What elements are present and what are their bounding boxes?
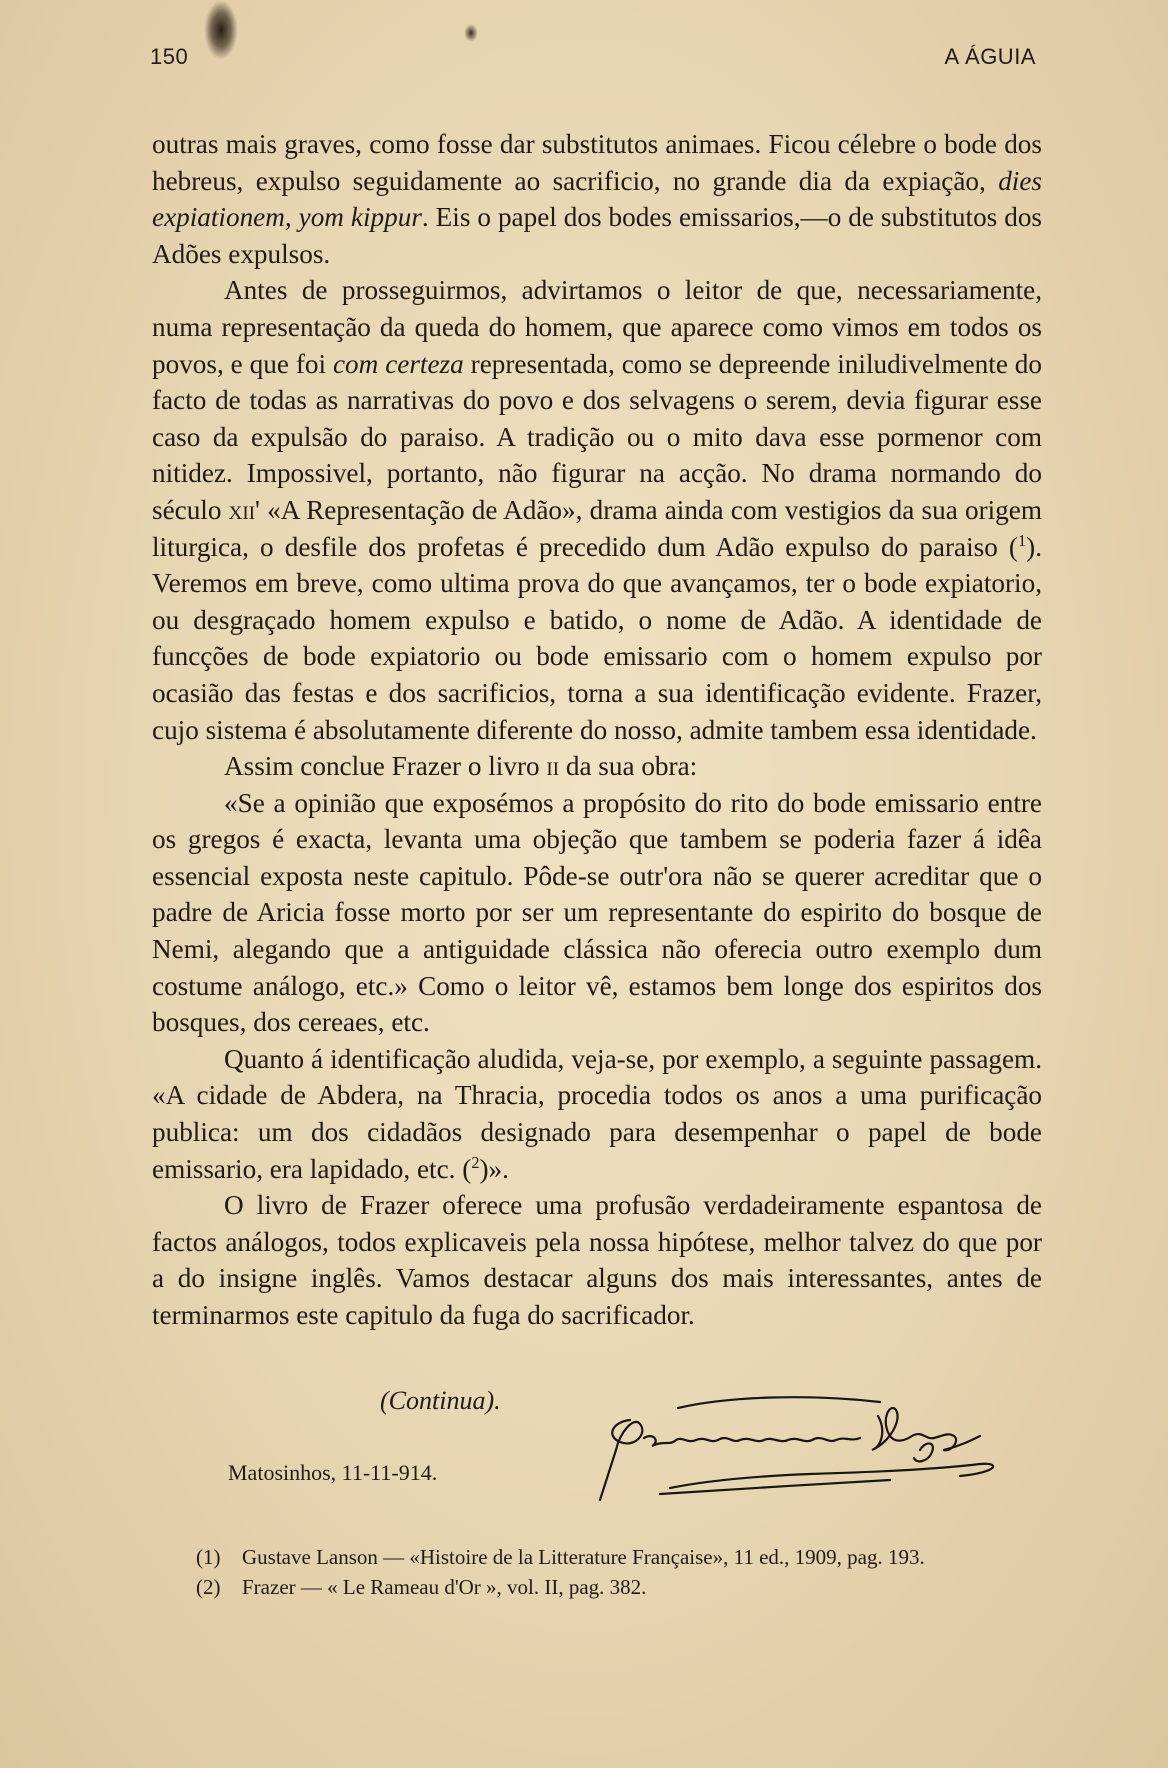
- text-run: ). Veremos em breve, como ultima prova do que avançamos, ter o bode expiatorio, ou desgraçado homem expulso e batido, o nome de Adão. A identidade de funcções de bode expiatorio ou bode emissario com o homem expulso por ocasião das festas e dos sacrificios, torna a sua identificação evidente. Frazer, cujo sistema é absolutamente diferente do nosso, admite tambem essa identidade.: [152, 531, 1042, 745]
- text-run: . Eis o papel dos bodes emissarios,—o de substitutos dos Adões expulsos.: [152, 202, 1042, 269]
- paragraph: [152, 1041, 1042, 1187]
- paragraph: [152, 272, 1042, 748]
- roman-numeral: xii: [228, 494, 256, 525]
- paragraph: [152, 1187, 1042, 1333]
- text-run: )».: [479, 1153, 509, 1184]
- italic-phrase: com certeza: [332, 348, 464, 379]
- footnote-ref: 2: [471, 1152, 480, 1172]
- footnote-1: [196, 1542, 1066, 1572]
- text-run: ' «A Representação de Adão», drama ainda com vestigios da sua origem liturgica, o desfile dos profetas é precedido dum Adão expulso do paraiso (: [152, 494, 1042, 562]
- paragraph: [152, 785, 1042, 1041]
- paragraph: [152, 748, 1042, 785]
- text-run: Quanto á identificação aludida, veja-se, por exemplo, a seguinte passagem. «A cidade de Abdera, na Thracia, procedia todos os anos a uma purificação publica: um dos cidadãos designado para desempenhar o papel de bode emissario, era lapidado, etc. (: [152, 1043, 1042, 1184]
- article-body: [152, 126, 1042, 1334]
- running-header: [150, 44, 1036, 70]
- text-run: Antes de prosseguirmos, advirtamos o leitor de que, necessariamente, numa representação da queda do homem, que aparece como vimos em todos os povos, e que foi: [152, 275, 1042, 379]
- handwritten-signature: [560, 1380, 1010, 1520]
- footnote-ref: 1: [1017, 530, 1027, 550]
- journal-title: A ÁGUIA: [944, 44, 1036, 69]
- page-number: 150: [150, 44, 189, 69]
- text-run: O livro de Frazer oferece uma profusão verdadeiramente espantosa de factos análogos, todos explicaveis pela nossa hipótese, melhor talvez do que por a do insigne inglês. Vamos destacar alguns dos mais interessantes, antes de terminarmos este capitulo da fuga do sacrificador.: [152, 1190, 1042, 1330]
- text-run: «Se a opinião que exposémos a propósito do rito do bode emissario entre os gregos é exacta, levanta uma objeção que tambem se poderia fazer á idêa essencial exposta neste capitulo. Pôde-se outr'ora não se querer acreditar que o padre de Aricia fosse morto por ser um representante do espirito do bosque de Nemi, alegando que a antiguidade clássica não oferecia outro exemplo dum costume análogo, etc.» Como o leitor vê, estamos bem longe dos espiritos dos bosques, dos cereaes, etc.: [152, 787, 1042, 1038]
- footnote-text: Frazer — « Le Rameau d'Or », vol. II, pag. 382.: [242, 1575, 647, 1599]
- ink-blot-top-small: [464, 24, 478, 42]
- place-date: Matosinhos, 11-11-914.: [228, 1460, 438, 1485]
- text-run: da sua obra:: [559, 751, 698, 782]
- paragraph: [152, 126, 1042, 272]
- text-run: Assim conclue Frazer o livro: [224, 751, 547, 782]
- continua-note: (Continua).: [380, 1386, 501, 1415]
- text-run: outras mais graves, como fosse dar substitutos animaes. Ficou célebre o bode dos hebreus, expulso seguidamente ao sacrificio, no grande dia da expiação,: [152, 129, 1042, 196]
- text-run: representada, como se depreende iniludivelmente do facto de todas as narrativas do povo e dos selvagens o serem, devia figurar esse caso da expulsão do paraiso. A tradição ou o mito dava esse pormenor com nitidez. Impossivel, portanto, não figurar na acção. No drama normando do século: [152, 348, 1042, 525]
- footnote-text: Gustave Lanson — «Histoire de la Litterature Française», 11 ed., 1909, pag. 193.: [242, 1545, 925, 1569]
- italic-phrase: dies expiationem, yom kippur: [152, 165, 1042, 233]
- roman-numeral: ii: [546, 751, 560, 782]
- footnote-mark: (2): [196, 1575, 221, 1599]
- footnote-2: [196, 1572, 1066, 1602]
- footnotes: [196, 1542, 1066, 1602]
- footnote-mark: (1): [196, 1545, 221, 1569]
